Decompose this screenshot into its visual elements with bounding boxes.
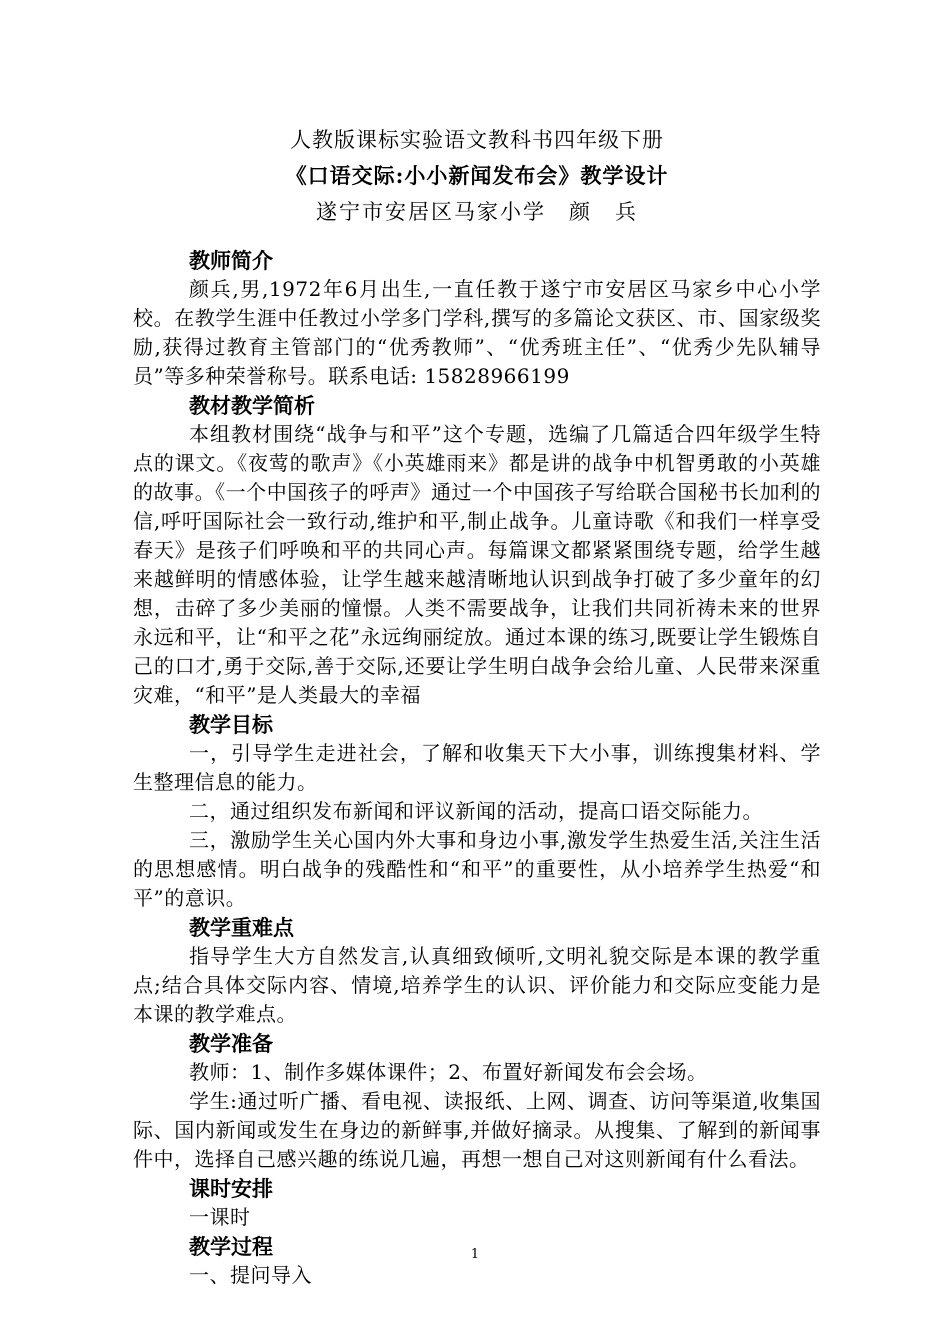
- page-number: 1: [470, 1247, 480, 1262]
- schedule-paragraph: 一课时: [189, 1205, 251, 1229]
- section-heading-textbook: 教材教学简析: [189, 393, 315, 418]
- textbook-paragraph: 本组教材围绕“战争与和平”这个专题，选编了几篇适合四年级学生特点的课文。《夜莺的歌声》《小英雄雨来》都是讲的战争中机智勇敢的小英雄的故事。《一个中国孩子的呼声》通过一个中国孩子写给联合国秘书长加利的信,呼吁国际社会一致行动,维护和平,制止战争。儿童诗歌《和我们一样享受春天》是孩子们呼唤和平的共同心声。每篇课文都紧紧围绕专题，给学生越来越鲜明的情感体验，让学生越来越清晰地认识到战争打破了多少童年的幻想，击碎了多少美丽的憧憬。人类不需要战争，让我们共同祈祷未来的世界永远和平，让“和平之花”永远绚丽绽放。通过本课的练习,既要让学生锻炼自己的口才,勇于交际,善于交际,还要让学生明白战争会给儿童、人民带来深重灾难，“和平”是人类最大的幸福: [133, 422, 821, 707]
- key-points-paragraph: 指导学生大方自然发言,认真细致倾听,文明礼貌交际是本课的教学重点;结合具体交际内容、情境,培养学生的认识、评价能力和交际应变能力是本课的教学难点。: [133, 944, 821, 1026]
- section-heading-preparation: 教学准备: [189, 1031, 273, 1056]
- preparation-student: 学生:通过听广播、看电视、读报纸、上网、调查、访问等渠道,收集国际、国内新闻或发生在身边的新鲜事,并做好摘录。从搜集、了解到的新闻事件中，选择自己感兴趣的练说几遍，再想一想自己对这则新闻有什么看法。: [133, 1089, 821, 1171]
- section-heading-goals: 教学目标: [189, 712, 273, 737]
- spacer: [133, 230, 821, 246]
- goal-item-2: 二，通过组织发布新闻和评议新闻的活动，提高口语交际能力。: [189, 799, 763, 823]
- goal-item-1: 一，引导学生走进社会，了解和收集天下大小事，训练搜集材料、学生整理信息的能力。: [133, 741, 821, 794]
- preparation-teacher: 教师：1、制作多媒体课件；2、布置好新闻发布会会场。: [189, 1060, 708, 1084]
- section-heading-teacher-intro: 教师简介: [189, 248, 273, 273]
- process-step-1: 一、提问导入: [189, 1263, 312, 1287]
- section-heading-process: 教学过程: [189, 1234, 273, 1259]
- goal-item-3: 三，激励学生关心国内外大事和身边小事,激发学生热爱生活,关注生活的思想感情。明白战争的残酷性和“和平”的重要性，从小培养学生热爱“和平”的意识。: [133, 828, 821, 910]
- document-body: [133, 122, 821, 1290]
- section-heading-key-points: 教学重难点: [189, 915, 294, 940]
- document-title: 《口语交际:小小新闻发布会》教学设计: [285, 163, 669, 188]
- document-series-title: 人教版课标实验语文教科书四年级下册: [290, 128, 664, 152]
- teacher-intro-paragraph: 颜兵,男,1972年6月出生,一直任教于遂宁市安居区马家乡中心小学校。在教学生涯中任教过小学多门学科,撰写的多篇论文获区、市、国家级奖励,获得过教育主管部门的“优秀教师”、“优秀班主任”、“优秀少先队辅导员”等多种荣誉称号。联系电话: 15828966199: [133, 277, 821, 388]
- author-line: 遂宁市安居区马家小学 颜 兵: [316, 200, 638, 224]
- section-heading-schedule: 课时安排: [189, 1176, 273, 1201]
